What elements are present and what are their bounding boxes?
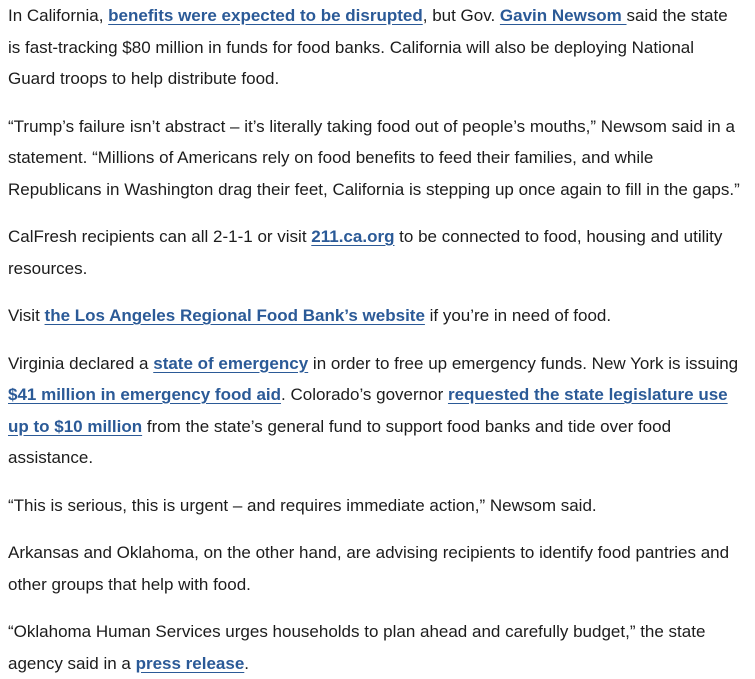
link-press-release[interactable]: press release [135,653,245,673]
text-span: to be connected to food, housing and utility resources. [8,227,723,278]
link-colorado-request[interactable]: requested the state legislature use up to $10 million [8,385,728,436]
text-span: Arkansas and Oklahoma, on the other hand, are advising recipients to identify food pantries and other groups that help with food. [8,543,730,594]
paragraph-newsom-quote [8,111,741,206]
paragraph-oklahoma-quote [8,616,741,679]
text-span: . [244,653,250,673]
text-span: said the state is fast-tracking $80 million in funds for food banks. California will also be deploying National Guard troops to help distribute food. [8,6,728,88]
link-benefits-disrupted[interactable]: benefits were expected to be disrupted [108,6,423,25]
link-emergency-food-aid[interactable]: $41 million in emergency food aid [8,385,282,404]
text-span: In California, [8,6,109,25]
link-gavin-newsom[interactable]: Gavin Newsom [499,6,627,25]
link-state-of-emergency[interactable]: state of emergency [153,353,309,373]
text-span: “Oklahoma Human Services urges households to plan ahead and carefully budget,” the state agency said in a [8,622,706,673]
paragraph-california [8,0,741,95]
paragraph-urgent-quote [8,490,741,522]
text-span: in order to free up emergency funds. New York is issuing [308,353,739,373]
paragraph-calfresh [8,221,741,284]
link-la-food-bank[interactable]: the Los Angeles Regional Food Bank’s website [44,306,425,325]
text-span: if you’re in need of food. [424,306,612,325]
text-span: from the state’s general fund to support food banks and tide over food assistance. [8,416,672,467]
text-span: “Trump’s failure isn’t abstract – it’s literally taking food out of people’s mouths,” Newsom said in a statement. “Millions of Americans rely on food benefits to feed their families, and while Republicans in Washington drag their feet, California is stepping up once again to fill in the gaps.” [8,116,740,199]
paragraph-arkansas-oklahoma [8,537,741,600]
link-211[interactable]: 211.ca.org [311,227,395,246]
text-span: . Colorado’s governor [281,385,448,404]
text-span: Visit [8,306,45,325]
text-span: “This is serious, this is urgent – and requires immediate action,” Newsom said. [8,495,597,515]
paragraph-other-states [8,348,741,474]
text-span: , but Gov. [422,6,500,25]
paragraph-food-bank [8,300,741,332]
text-span: Virginia declared a [8,353,154,373]
text-span: CalFresh recipients can all 2-1-1 or visit [8,227,312,246]
